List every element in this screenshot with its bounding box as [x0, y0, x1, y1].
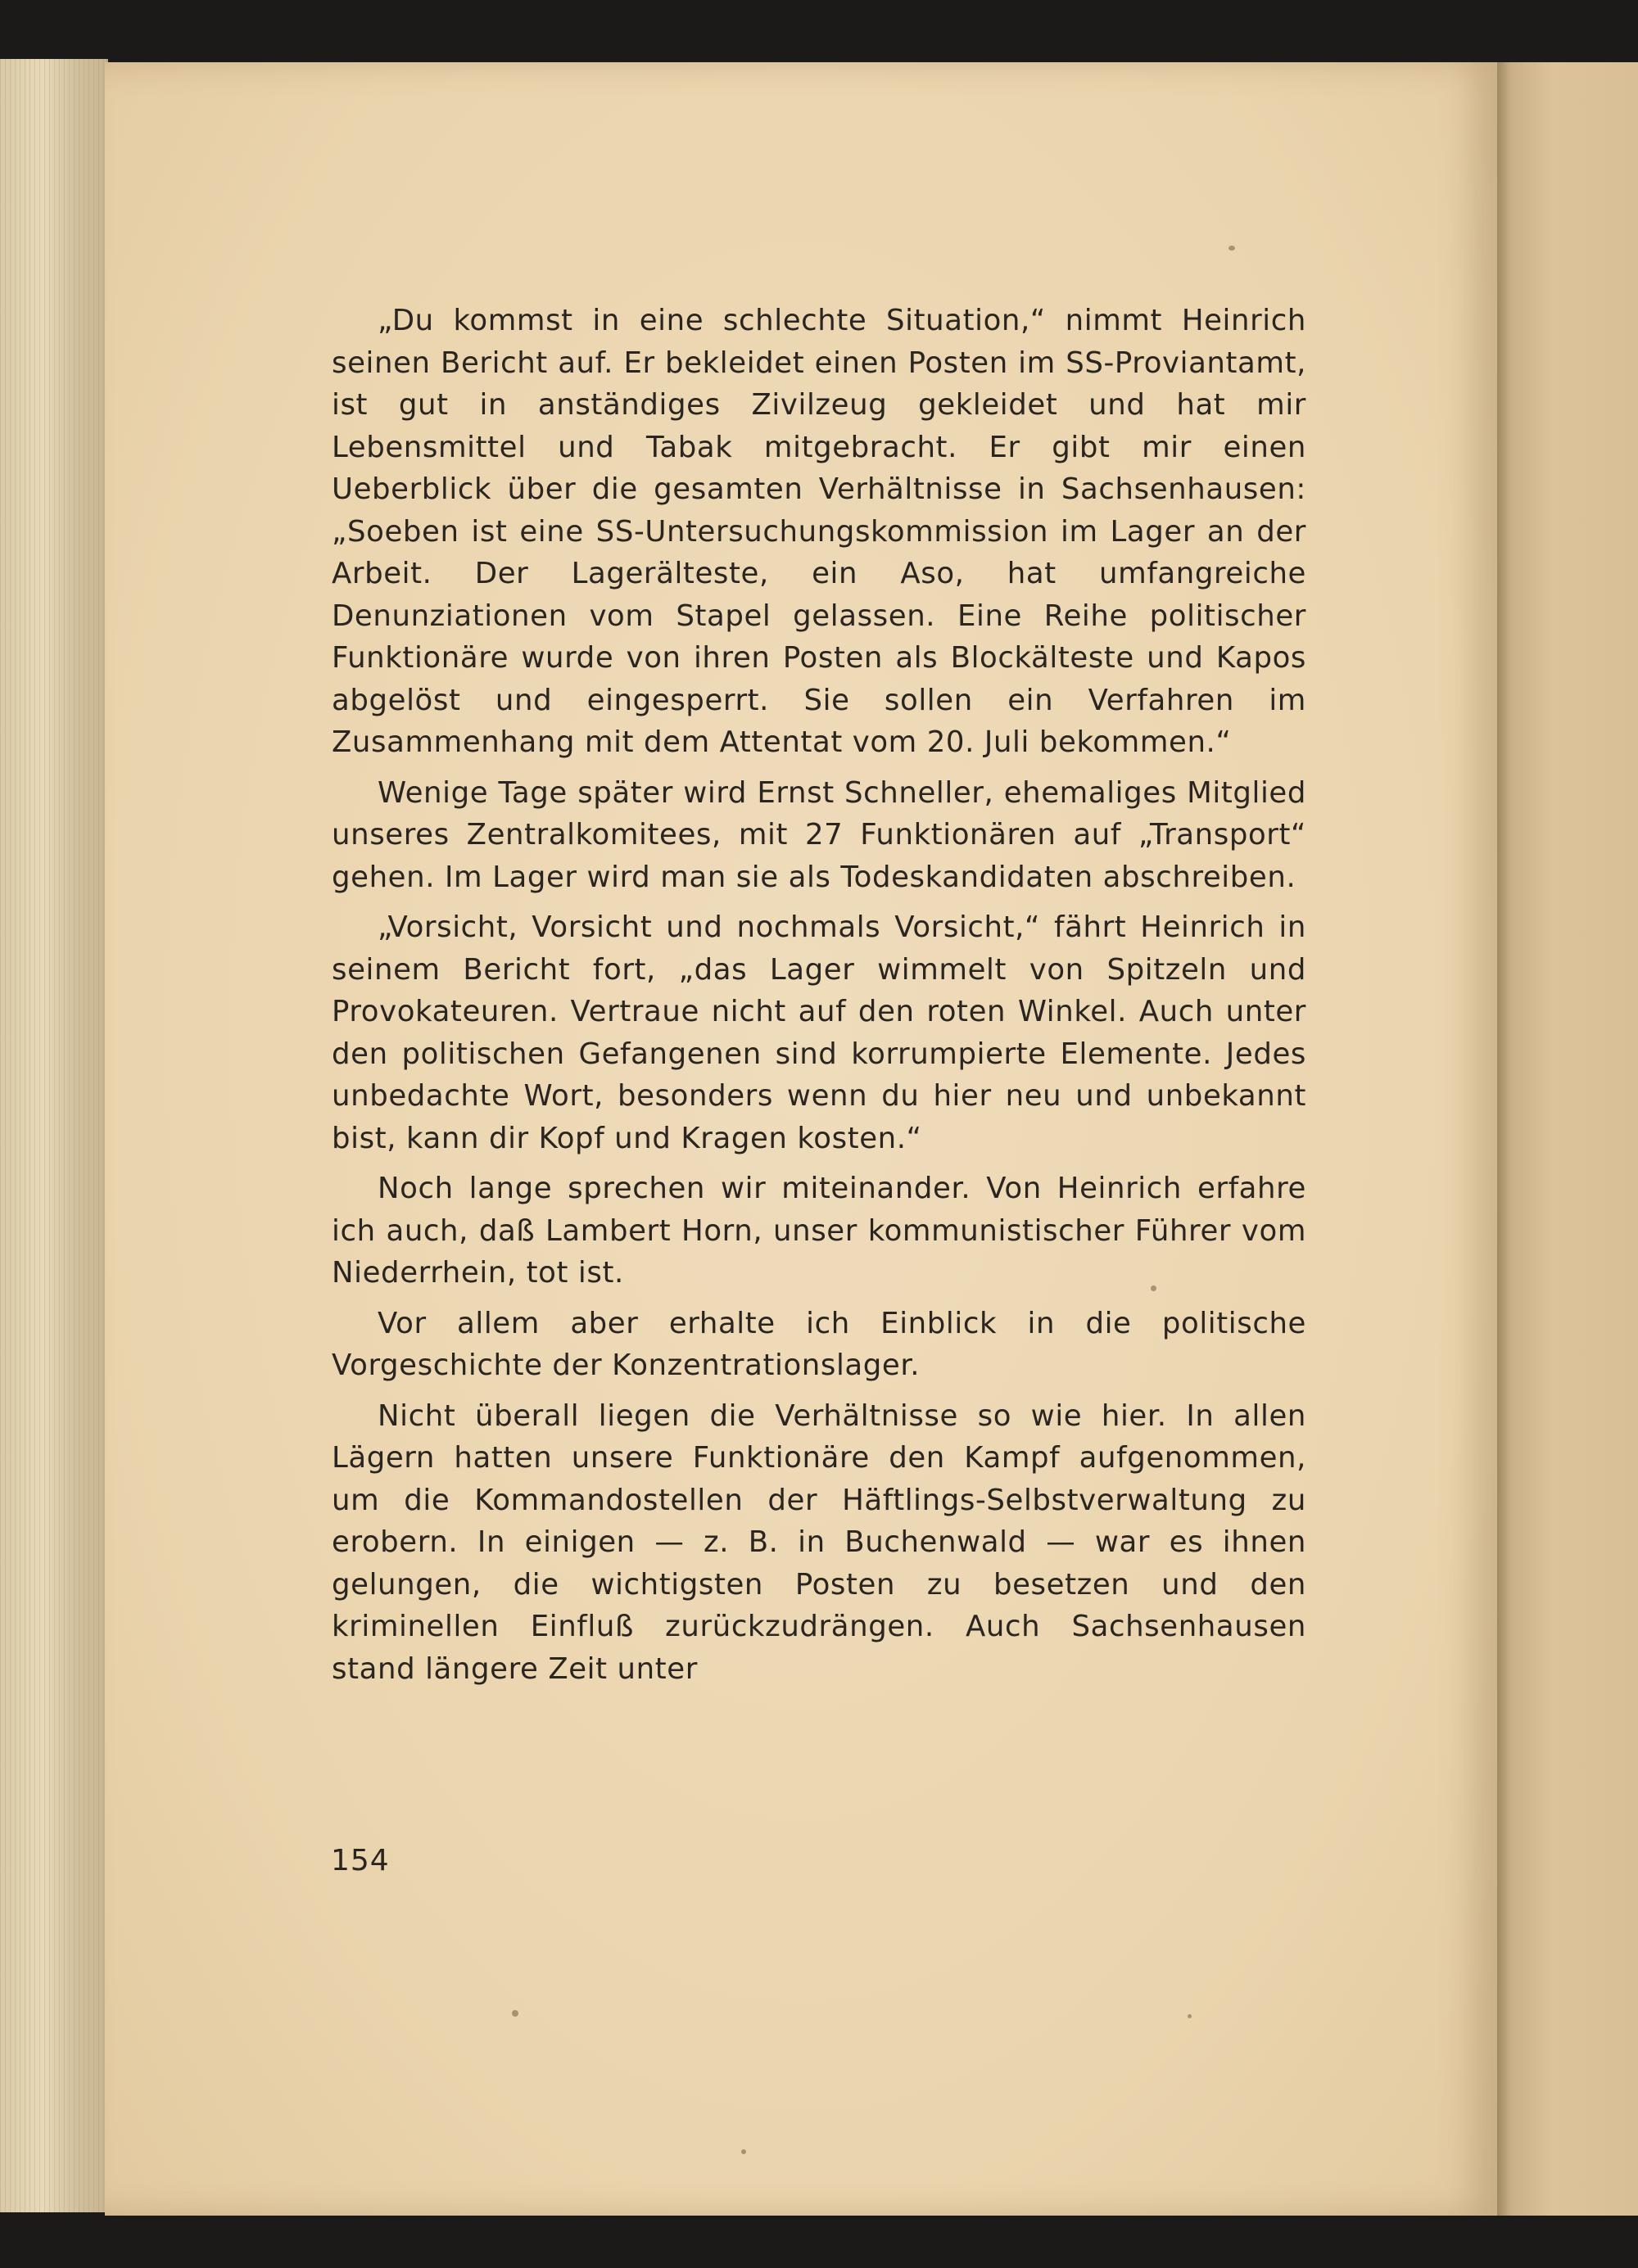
paper-speck: [741, 2149, 746, 2154]
paragraph: „Vorsicht, Vorsicht und nochmals Vorsicht,“ fährt Heinrich in seinem Bericht fort, „das Lager wimmelt von Spitzeln und Provokateuren. Vertraue nicht auf den roten Winkel. Auch unter den politischen Gefangenen sind korrumpierte Elemente. Jedes unbedachte Wort, besonders wenn du hier neu und unbekannt bist, kann dir Kopf und Kragen kosten.“: [332, 910, 1306, 1155]
page-number: 154: [331, 1844, 390, 1877]
paper-speck: [1228, 246, 1235, 251]
paper-speck: [512, 2010, 518, 2017]
paragraph: „Du kommst in eine schlechte Situation,“ nimmt Heinrich seinen Bericht auf. Er bekleidet einen Posten im SS-Proviantamt, ist gut in anständiges Zivilzeug gekleidet und hat mir Lebensmittel und Tabak mitgebracht. Er gibt mir einen Ueberblick über die gesamten Verhältnisse in Sachsenhausen: „Soeben ist eine SS-Untersuchungskommission im Lager an der Arbeit. Der Lagerälteste, ein Aso, hat umfangreiche Denunziationen vom Stapel gelassen. Eine Reihe politischer Funktionäre wurde von ihren Posten als Blockälteste und Kapos abgelöst und eingesperrt. Sie sollen ein Verfahren im Zusammenhang mit dem Attentat vom 20. Juli bekommen.“: [332, 304, 1306, 759]
paragraph: Wenige Tage später wird Ernst Schneller, ehemaliges Mitglied unseres Zentralkomitees, mit 27 Funktionären auf „Transport“ gehen. Im Lager wird man sie als Todeskandidaten abschreiben.: [332, 775, 1306, 894]
paragraph: Nicht überall liegen die Verhältnisse so wie hier. In allen Lägern hatten unsere Funktionäre den Kampf aufgenommen, um die Kommandostellen der Häftlings-Selbstverwaltung zu erobern. In einigen — z. B. in Buchenwald — war es ihnen gelungen, die wichtigsten Posten zu besetzen und den kriminellen Einfluß zurückzudrängen. Auch Sachsenhausen stand längere Zeit unter: [332, 1398, 1306, 1686]
book-right-page-edge: [1497, 62, 1638, 2216]
paragraph: Vor allem aber erhalte ich Einblick in die politische Vorgeschichte der Konzentrationslager.: [332, 1306, 1306, 1382]
body-text: [332, 300, 1306, 1698]
paper-speck: [1188, 2014, 1192, 2018]
page-edge-texture: [0, 59, 106, 2212]
paper-speck: [1151, 1285, 1156, 1291]
paragraph: Noch lange sprechen wir miteinander. Von Heinrich erfahre ich auch, daß Lambert Horn, unser kommunistischer Führer vom Niederrhein, tot ist.: [332, 1172, 1306, 1290]
